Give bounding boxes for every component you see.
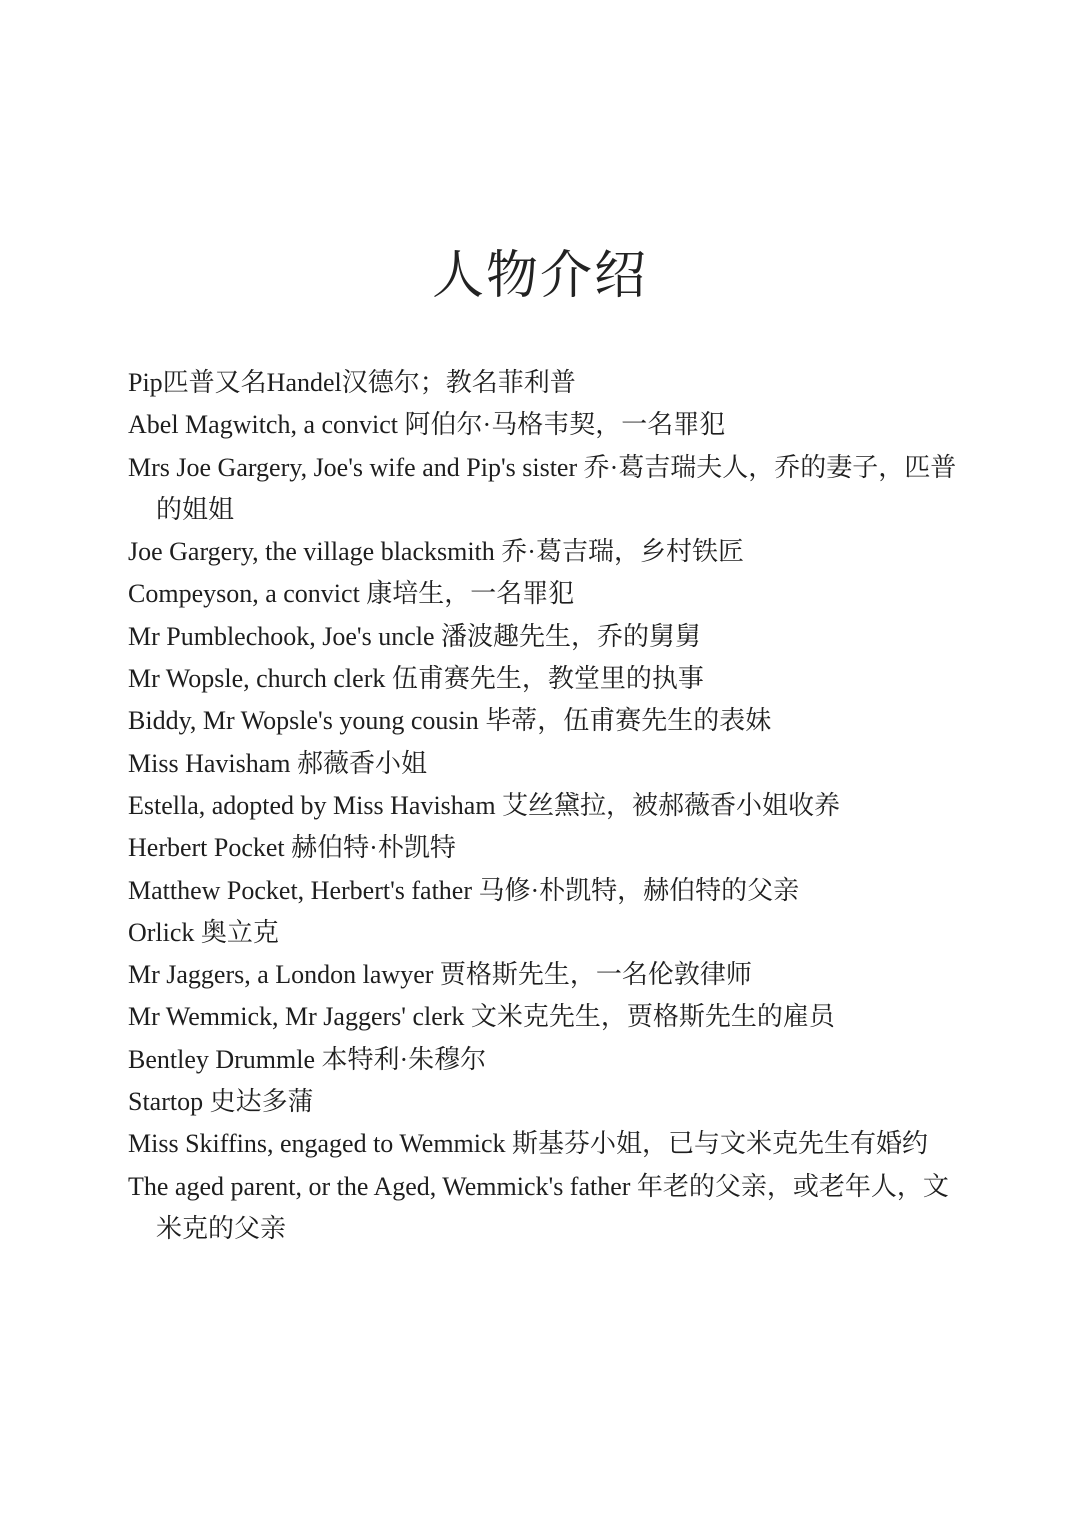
character-entry-skiffins: Miss Skiffins, engaged to Wemmick 斯基芬小姐，已与文米克先生有婚约 <box>128 1129 929 1159</box>
character-entry-wopsle: Mr Wopsle, church clerk 伍甫赛先生，教堂里的执事 <box>128 664 704 694</box>
character-entry-jaggers: Mr Jaggers, a London lawyer 贾格斯先生，一名伦敦律师 <box>128 960 752 990</box>
character-entry-compeyson: Compeyson, a convict 康培生，一名罪犯 <box>128 579 575 609</box>
character-entry-herbert-pocket: Herbert Pocket 赫伯特·朴凯特 <box>128 833 456 863</box>
character-entry-wemmick: Mr Wemmick, Mr Jaggers' clerk 文米克先生，贾格斯先生的雇员 <box>128 1002 835 1032</box>
character-entry-orlick: Orlick 奥立克 <box>128 917 279 947</box>
character-list <box>128 362 958 1250</box>
character-entry-biddy: Biddy, Mr Wopsle's young cousin 毕蒂，伍甫赛先生的表妹 <box>128 706 772 736</box>
character-entry-mrs-joe: Mrs Joe Gargery, Joe's wife and Pip's sister 乔·葛吉瑞夫人，乔的妻子，匹普的姐姐 <box>128 452 957 524</box>
character-entry-startop: Startop 史达多蒲 <box>128 1087 314 1117</box>
character-entry-pip: Pip匹普又名Handel汉德尔；教名菲利普 <box>128 368 576 397</box>
character-entry-magwitch: Abel Magwitch, a convict 阿伯尔·马格韦契，一名罪犯 <box>128 410 726 440</box>
page-title: 人物介绍 <box>431 246 648 306</box>
character-entry-drummle: Bentley Drummle 本特利·朱穆尔 <box>128 1044 487 1074</box>
character-entry-estella: Estella, adopted by Miss Havisham 艾丝黛拉，被郝薇香小姐收养 <box>128 790 841 820</box>
character-entry-havisham: Miss Havisham 郝薇香小姐 <box>128 748 428 778</box>
character-entry-pumblechook: Mr Pumblechook, Joe's uncle 潘波趣先生，乔的舅舅 <box>128 621 702 651</box>
character-entry-matthew-pocket: Matthew Pocket, Herbert's father 马修·朴凯特，赫伯特的父亲 <box>128 875 800 905</box>
character-entry-aged-parent: The aged parent, or the Aged, Wemmick's father 年老的父亲，或老年人，文米克的父亲 <box>128 1171 949 1243</box>
character-entry-joe-gargery: Joe Gargery, the village blacksmith 乔·葛吉瑞，乡村铁匠 <box>128 537 744 567</box>
